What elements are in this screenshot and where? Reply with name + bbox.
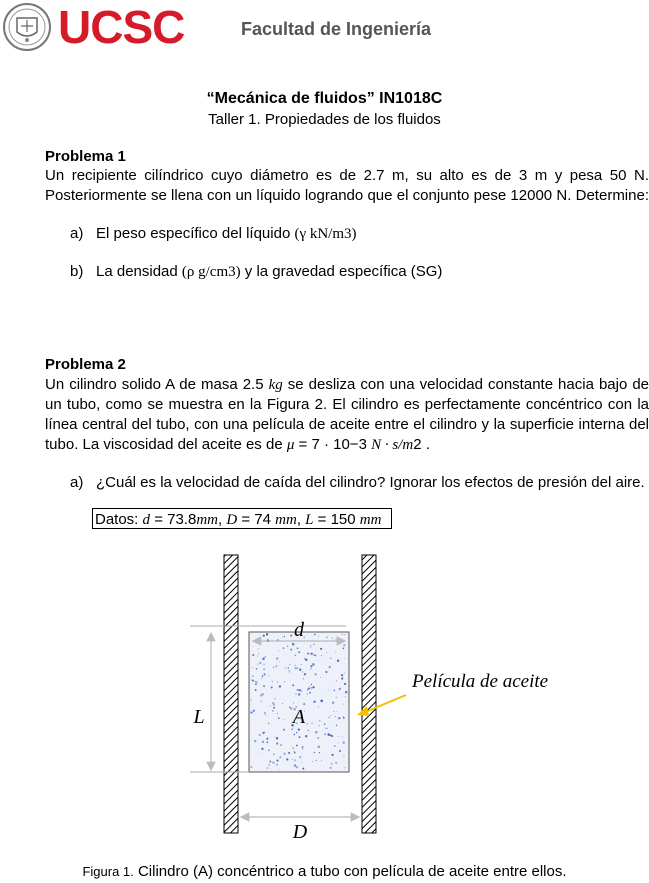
speckle — [339, 688, 341, 690]
speckle — [277, 760, 279, 762]
speckle — [304, 673, 306, 675]
speckle — [250, 711, 252, 713]
viscosity-value: = 7 · 10−3 — [294, 436, 372, 453]
speckle — [287, 645, 289, 647]
speckle — [282, 703, 283, 704]
speckle — [268, 750, 270, 752]
speckle — [344, 767, 345, 768]
speckle — [305, 735, 307, 737]
speckle — [325, 671, 327, 673]
speckle — [291, 728, 293, 730]
speckle — [294, 764, 296, 766]
speckle — [296, 745, 298, 747]
speckle — [317, 737, 319, 739]
speckle — [314, 634, 316, 636]
speckle — [295, 693, 296, 694]
speckle — [335, 716, 336, 717]
viscosity-exponent: 2 . — [413, 436, 430, 453]
speckle — [313, 644, 315, 646]
speckle — [343, 704, 344, 705]
speckle — [275, 665, 277, 667]
item-a-label: a) — [70, 225, 84, 242]
speckle — [254, 740, 257, 743]
speckle — [296, 732, 297, 733]
speckle — [273, 707, 275, 709]
speckle — [342, 736, 343, 737]
speckle — [315, 673, 317, 675]
viscosity-units: N · s/m — [371, 437, 414, 453]
speckle — [319, 720, 320, 721]
speckle — [332, 638, 333, 639]
speckle — [255, 683, 257, 685]
speckle — [259, 734, 261, 736]
problem2-line3: línea central del tubo, con una película de aceite entre el cilindro y la superficie interna del — [45, 416, 649, 433]
speckle — [327, 733, 329, 735]
oil-film-label: Película de aceite — [412, 671, 549, 692]
speckle — [336, 711, 337, 712]
speckle — [331, 763, 333, 765]
speckle — [266, 633, 268, 635]
speckle — [267, 767, 269, 769]
speckle — [332, 702, 334, 704]
speckle — [307, 689, 308, 690]
p2-item-a-text: ¿Cuál es la velocidad de caída del cilindro? Ignorar los efectos de presión del aire. — [96, 474, 645, 491]
speckle — [276, 764, 278, 766]
speckle — [259, 662, 261, 664]
speckle — [328, 690, 329, 691]
speckle — [301, 664, 302, 665]
speckle — [327, 728, 328, 729]
problem1-item-b — [70, 262, 442, 282]
speckle — [301, 762, 302, 763]
speckle — [330, 658, 331, 659]
p2-item-a-label: a) — [70, 474, 84, 491]
caption-prefix: Figura 1. — [82, 864, 134, 879]
datos-d-symbol: d — [142, 512, 151, 528]
speckle — [313, 701, 315, 703]
problem2-line2: un tubo, como se muestra en la Figura 2. El cilindro es perfectamente concéntrico con la — [45, 396, 649, 413]
speckle — [310, 647, 311, 648]
speckle — [266, 738, 268, 740]
speckle — [331, 754, 333, 756]
speckle — [312, 663, 315, 666]
speckle — [310, 665, 312, 667]
speckle — [314, 752, 315, 753]
speckle — [269, 761, 271, 763]
datos-L-unit: mm — [359, 512, 382, 528]
speckle — [306, 723, 308, 725]
label-L: L — [193, 706, 205, 728]
speckle — [333, 711, 334, 712]
item-b-text: La densidad — [96, 263, 182, 280]
speckle — [298, 651, 300, 653]
speckle — [344, 658, 345, 659]
speckle — [310, 668, 312, 670]
speckle — [273, 762, 274, 763]
viscosity-symbol: μ — [286, 437, 295, 453]
speckle — [299, 689, 301, 691]
speckle — [302, 768, 304, 770]
speckle — [275, 698, 276, 699]
speckle — [299, 736, 301, 738]
speckle — [341, 678, 343, 680]
speckle — [290, 635, 292, 637]
speckle — [296, 766, 298, 768]
speckle — [343, 644, 345, 646]
speckle — [284, 636, 285, 637]
speckle — [263, 685, 265, 687]
speckle — [310, 653, 312, 655]
speckle — [335, 762, 336, 763]
problem2-item-a — [70, 473, 645, 493]
speckle — [276, 657, 278, 659]
speckle — [252, 675, 254, 677]
speckle — [271, 686, 273, 688]
speckle — [328, 666, 331, 669]
speckle — [272, 762, 273, 763]
speckle — [345, 634, 346, 635]
speckle — [301, 691, 302, 692]
datos-d-unit: mm — [196, 512, 218, 528]
speckle — [312, 761, 313, 762]
problem1-line1: Un recipiente cilíndrico cuyo diámetro es de 2.7 m, su alto es de 3 m y pesa 50 N. — [45, 167, 649, 184]
speckle — [294, 734, 295, 735]
speckle — [250, 699, 252, 701]
speckle — [334, 745, 335, 746]
speckle — [288, 752, 290, 754]
speckle — [343, 717, 345, 719]
speckle — [324, 723, 326, 725]
speckle — [272, 710, 274, 712]
label-d: d — [294, 619, 304, 641]
tube-right-wall — [362, 555, 376, 833]
speckle — [326, 636, 328, 638]
speckle — [336, 680, 337, 681]
speckle — [258, 753, 259, 754]
speckle — [268, 764, 269, 765]
problem1-line2: Posteriormente se llena con un líquido logrando que el conjunto pese 12000 N. Determine: — [45, 187, 649, 204]
speckle — [292, 747, 294, 749]
problem2-line1-b: se desliza con una velocidad constante hacia bajo de — [282, 376, 649, 393]
speckle — [334, 690, 336, 692]
label-D: D — [292, 821, 308, 843]
speckle — [302, 671, 303, 672]
speckle — [279, 685, 281, 687]
speckle — [335, 651, 336, 652]
speckle — [255, 681, 256, 682]
speckle — [345, 691, 348, 694]
speckle — [289, 664, 291, 666]
speckle — [288, 667, 289, 668]
speckle — [315, 731, 317, 733]
speckle — [279, 661, 280, 662]
speckle — [273, 753, 275, 755]
speckle — [321, 760, 322, 761]
problem1-heading: Problema 1 — [45, 148, 126, 165]
speckle — [263, 732, 265, 734]
problem2-line4 — [45, 435, 430, 455]
speckle — [328, 717, 330, 719]
speckle — [283, 729, 285, 731]
speckle — [257, 656, 258, 657]
speckle — [252, 667, 253, 668]
speckle — [255, 689, 257, 691]
speckle — [301, 746, 303, 748]
problem1-item-a — [70, 224, 357, 244]
speckle — [278, 717, 280, 719]
speckle — [344, 672, 345, 673]
speckle — [338, 742, 339, 743]
speckle — [284, 719, 285, 720]
problem2-heading: Problema 2 — [45, 356, 126, 373]
speckle — [298, 728, 300, 730]
speckle — [338, 717, 340, 719]
speckle — [280, 744, 282, 746]
item-a-text: El peso específico del líquido — [96, 225, 295, 242]
label-A: A — [292, 706, 306, 728]
datos-L-symbol: L — [305, 512, 314, 528]
ucsc-logo: UCSC — [58, 1, 185, 53]
speckle — [311, 687, 313, 689]
speckle — [320, 648, 322, 650]
item-a-math: (γ kN/m3) — [294, 226, 357, 242]
speckle — [252, 654, 254, 656]
speckle — [295, 654, 297, 656]
speckle — [276, 737, 278, 739]
speckle — [272, 702, 275, 705]
speckle — [297, 689, 299, 691]
document-title: “Mecánica de fluidos” IN1018C — [206, 90, 443, 107]
speckle — [284, 753, 286, 755]
speckle — [274, 699, 275, 700]
datos-D-unit: mm — [275, 512, 297, 528]
speckle — [330, 767, 332, 769]
speckle — [298, 693, 300, 695]
item-b-math: (ρ g/cm3) — [181, 264, 241, 280]
speckle — [272, 681, 273, 682]
speckle — [307, 652, 309, 654]
speckle — [276, 742, 278, 744]
datos-D-symbol: D — [226, 512, 238, 528]
speckle — [308, 688, 310, 690]
speckle — [266, 741, 268, 743]
speckle — [293, 751, 295, 753]
speckle — [321, 655, 322, 656]
speckle — [310, 645, 312, 647]
speckle — [290, 707, 291, 708]
speckle — [258, 653, 259, 654]
speckle — [290, 649, 292, 651]
item-b-text-after: y la gravedad específica (SG) — [240, 263, 443, 280]
tube-left-wall — [224, 555, 238, 833]
speckle — [345, 696, 346, 697]
speckle — [336, 725, 337, 726]
speckle — [307, 729, 309, 731]
speckle — [285, 667, 286, 668]
speckle — [257, 682, 258, 683]
speckle — [295, 665, 296, 666]
speckle — [342, 741, 344, 743]
datos-L-value: = 150 — [313, 511, 360, 528]
speckle — [292, 759, 293, 760]
speckle — [250, 766, 252, 768]
speckle — [258, 648, 259, 649]
speckle — [264, 712, 266, 714]
datos-D-value: = 74 — [237, 511, 276, 528]
speckle — [293, 702, 294, 703]
speckle — [270, 705, 271, 706]
speckle — [341, 674, 343, 676]
speckle — [256, 668, 258, 670]
speckle — [257, 664, 258, 665]
datos-sep: , — [296, 511, 306, 528]
speckle — [319, 752, 320, 753]
speckle — [289, 706, 290, 707]
speckle — [265, 715, 266, 716]
speckle — [318, 635, 319, 636]
datos-sep: , — [218, 511, 227, 528]
speckle — [262, 675, 264, 677]
speckle — [338, 736, 339, 737]
caption-text: Cilindro (A) concéntrico a tubo con película de aceite entre ellos. — [133, 863, 567, 880]
speckle — [286, 758, 288, 760]
speckle — [311, 684, 312, 685]
speckle — [325, 728, 326, 729]
speckle — [330, 715, 331, 716]
speckle — [330, 735, 332, 737]
speckle — [302, 748, 303, 749]
speckle — [310, 653, 311, 654]
speckle — [292, 643, 293, 644]
speckle — [318, 706, 319, 707]
speckle — [277, 681, 278, 682]
speckle — [309, 692, 311, 694]
speckle — [339, 750, 341, 752]
cylinder-tube-figure — [150, 545, 580, 845]
university-seal-icon — [2, 0, 52, 56]
speckle — [268, 675, 269, 676]
speckle — [263, 635, 265, 637]
speckle — [320, 677, 321, 678]
speckle — [299, 756, 302, 759]
speckle — [264, 673, 266, 675]
faculty-name: Facultad de Ingeniería — [241, 19, 432, 39]
mass-unit: kg — [268, 377, 283, 393]
speckle — [273, 667, 274, 668]
speckle — [319, 725, 320, 726]
speckle — [326, 652, 327, 653]
speckle — [284, 681, 285, 682]
speckle — [342, 634, 343, 635]
speckle — [294, 759, 296, 761]
datos-box — [92, 508, 392, 529]
speckle — [337, 660, 339, 662]
speckle — [283, 647, 285, 649]
problem2-line4-a: tubo. La viscosidad del aceite es de — [45, 436, 287, 453]
speckle — [309, 686, 310, 687]
speckle — [313, 635, 314, 636]
speckle — [343, 647, 345, 649]
speckle — [263, 664, 265, 666]
document-subtitle: Taller 1. Propiedades de los fluidos — [208, 111, 441, 128]
speckle — [289, 672, 290, 673]
speckle — [324, 733, 326, 735]
speckle — [279, 756, 281, 758]
speckle — [253, 710, 255, 712]
item-b-label: b) — [70, 263, 84, 280]
speckle — [279, 650, 280, 651]
speckle — [268, 723, 269, 724]
speckle — [297, 667, 299, 669]
speckle — [282, 637, 283, 638]
datos-prefix: Datos: — [95, 511, 143, 528]
speckle — [307, 694, 308, 695]
speckle — [263, 668, 265, 670]
speckle — [299, 669, 301, 671]
speckle — [277, 713, 278, 714]
speckle — [265, 656, 266, 657]
speckle — [274, 736, 275, 737]
datos-d-value: = 73.8 — [150, 511, 197, 528]
speckle — [252, 680, 253, 681]
speckle — [260, 695, 262, 697]
speckle — [297, 647, 299, 649]
speckle — [292, 684, 294, 686]
speckle — [261, 678, 262, 679]
speckle — [303, 678, 304, 679]
speckle — [267, 639, 268, 640]
speckle — [315, 760, 316, 761]
speckle — [262, 741, 264, 743]
speckle — [312, 723, 313, 724]
speckle — [261, 701, 263, 703]
speckle — [303, 703, 305, 705]
problem2-line1-a: Un cilindro solido A de masa 2.5 — [45, 376, 269, 393]
speckle — [263, 657, 265, 659]
speckle — [295, 667, 297, 669]
speckle — [320, 700, 323, 703]
problem2-line1 — [45, 375, 649, 395]
speckle — [317, 746, 320, 749]
speckle — [343, 755, 344, 756]
speckle — [261, 748, 263, 750]
speckle — [336, 697, 337, 698]
figure-caption — [0, 863, 649, 881]
speckle — [305, 659, 307, 661]
speckle — [288, 670, 290, 672]
speckle — [344, 683, 346, 685]
speckle — [313, 654, 315, 656]
speckle — [279, 769, 280, 770]
